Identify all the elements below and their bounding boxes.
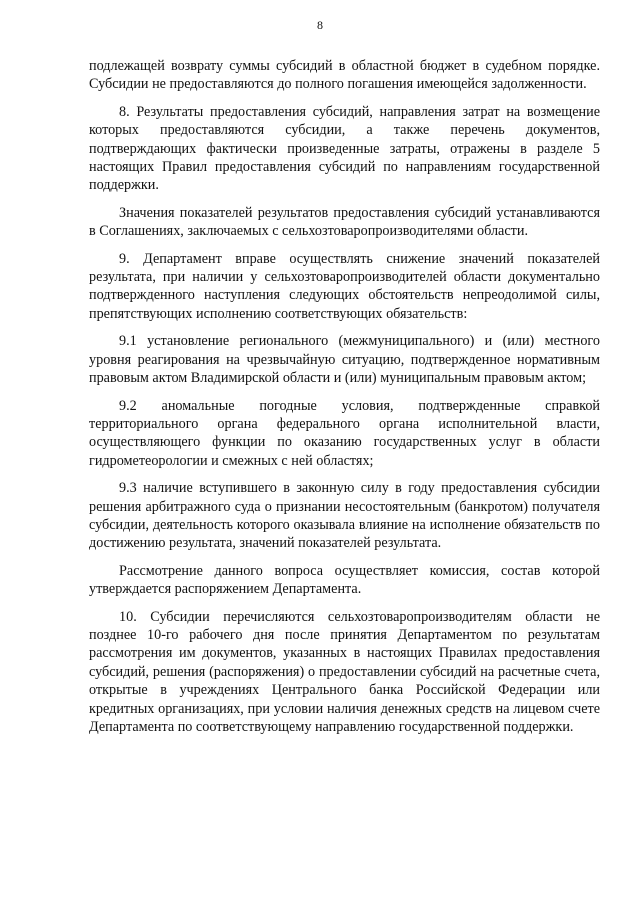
paragraph-item-9-2: 9.2 аномальные погодные условия, подтвержденные справкой территориального органа федерального органа исполнительной власти, осуществляющего функции по оказанию государственных услуг в области гидрометеорологии и смежных с ней областях; (89, 397, 600, 469)
paragraph-continuation: подлежащей возврату суммы субсидий в областной бюджет в судебном порядке. Субсидии не предоставляются до полного погашения имеющейся задолженности. (89, 58, 600, 93)
paragraph-item-9-1: 9.1 установление регионального (межмуниципального) и (или) местного уровня реагирования на чрезвычайную ситуацию, подтвержденное нормативным правовым актом Владимирской области и (или) муниципальным правовым актом; (89, 333, 600, 387)
paragraph-item-9-3: 9.3 наличие вступившего в законную силу в году предоставления субсидии решения арбитражного суда о признании несостоятельным (банкротом) получателя субсидии, деятельность которого оказывала влияние на исполнение обязательств по достижению результата, значений показателей результата. (89, 480, 600, 552)
paragraph-commission: Рассмотрение данного вопроса осуществляет комиссия, состав которой утверждается распоряжением Департамента. (89, 562, 600, 598)
paragraph-item-9: 9. Департамент вправе осуществлять снижение значений показателей результата, при наличии у сельхозтоваропроизводителей области документально подтвержденного наступления следующих обстоятельств непреодолимой силы, препятствующих исполнению соответствующих обязательств: (89, 250, 600, 322)
paragraph-item-8: 8. Результаты предоставления субсидий, направления затрат на возмещение которых предоставляются субсидии, а также перечень документов, подтверждающих фактически произведенные затраты, отражены в разделе 5 настоящих Правил предоставления субсидий по направлениям государственной поддержки. (89, 103, 600, 194)
paragraph-item-10: 10. Субсидии перечисляются сельхозтоваропроизводителям области не позднее 10-го рабочего дня после принятия Департаментом по результатам рассмотрения им документов, указанных в настоящих Правилах предоставления субсидий, решения (распоряжения) о предоставлении субсидий на расчетные счета, открытые в учреждениях Центрального банка Российской Федерации или кредитных организациях, при условии наличия денежных средств на лицевом счете Департамента по соответствующему направлению государственной поддержки. (89, 608, 600, 735)
document-body (89, 57, 600, 745)
page-number: 8 (317, 18, 323, 32)
paragraph-indicator-values: Значения показателей результатов предоставления субсидий устанавливаются в Соглашениях, заключаемых с сельхозтоваропроизводителями области. (89, 204, 600, 240)
